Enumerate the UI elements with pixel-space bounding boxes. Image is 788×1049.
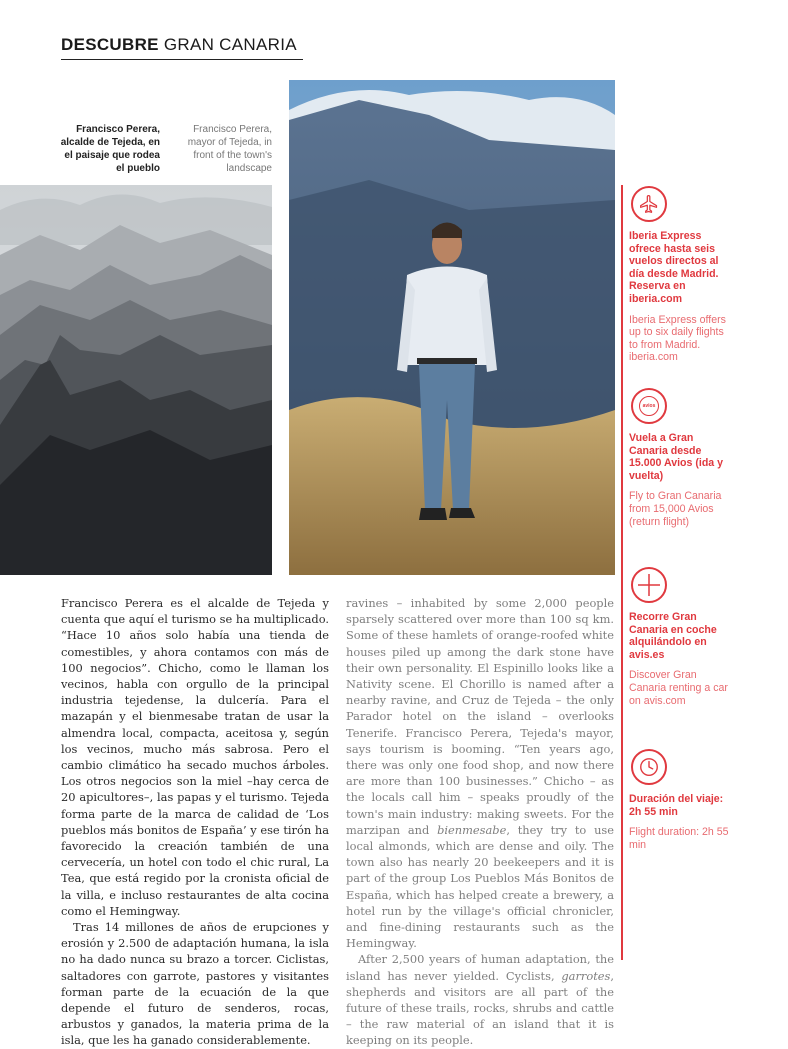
avios-badge: avios <box>639 396 659 416</box>
clock-icon <box>631 749 667 785</box>
paragraph-en-1: ravines – inhabited by some 2,000 people sparsely scattered over more than 100 sq km. Some of these hamlets of orange-roofed white houses piled up among the dark stone have their own personality. El Espinillo looks like a Nativity scene. El Chorillo is named after a nearby ravine, and Cruz de Tejeda – the only Parador hotel on the island – overlooks Tenerife. Francisco Perera, Tejeda's mayor, says tourism is booming. “Ten years ago, there was only one food shop, and now there are more than 100 businesses.” Chicho – as the locals call him – speaks proudly of the town's main industry: making sweets. For the marzipan and bienmesabe, they try to use local almonds, which are dense and oily. The town also has nearly 20 beekeepers and it is part of the group Los Pueblos Más Bonitos de España, which has helped create a brewery, a hotel run by the village's official chronicler, and fine-dining restaurants such as the Hemingway. <box>346 596 614 951</box>
paragraph-es-1: Francisco Perera es el alcalde de Tejeda y cuenta que aquí el turismo se ha multiplicado. “Hace 10 años solo había una tienda de comestibles, y ahora contamos con más de 100 negocios”. Chicho, como le llaman los vecinos, habla con orgullo de la principal industria tejedense, la dulcería. Para el mazapán y el bienmesabe tratan de usar la almendra local, compacta, aceitosa y, según los vecinos, mucho más sabrosa. Pero el cambio climático ha secado muchos árboles. Los otros negocios son la miel –hay cerca de 20 apicultores–, las papas y el turismo. Tejeda forma parte de la marca de calidad de ‘Los pueblos más bonitos de España’ y ese tirón ha favorecido la creación también de una cervecería, un hotel con todo el chic rural, La Tea, que está regido por la cronista oficial de la villa, e incluso restaurantes de alta cocina como el Hemingway. <box>61 596 329 918</box>
sidebar-item-duration <box>629 749 734 851</box>
sidebar-text-es: Recorre Gran Canaria en coche alquilándolo en avis.es <box>629 611 717 661</box>
airplane-icon <box>631 186 667 222</box>
article-body-en <box>346 595 614 1049</box>
photo-caption-en: Francisco Perera, mayor of Tejeda, in front of the town's landscape <box>187 124 272 174</box>
sidebar-text-es: Iberia Express ofrece hasta seis vuelos directos al día desde Madrid. Reserva en iberia.com <box>629 230 719 305</box>
section-title: GRAN CANARIA <box>163 35 297 54</box>
sidebar-text-en: Discover Gran Canaria renting a car on avis.com <box>629 669 728 707</box>
sidebar-item-car <box>629 567 734 707</box>
paragraph-es-2: Tras 14 millones de años de erupciones y erosión y 2.500 de adaptación humana, la isla no ha dado nunca su brazo a torcer. Ciclistas, saltadores con garrote, pastores y visitantes forman parte de la ecuación de la que depende el futuro de senderos, rocas, arbustos y ganados, la materia prima de la isla, que les ha ganado considerablemente. <box>61 920 329 1048</box>
landscape-photo <box>0 185 272 575</box>
sidebar-item-avios <box>629 388 734 528</box>
sidebar-accent-rule <box>621 185 623 960</box>
article-body-es <box>61 595 329 1049</box>
sidebar-item-flights <box>629 186 734 364</box>
avios-icon <box>631 388 667 424</box>
sidebar-text-en: Fly to Gran Canaria from 15,000 Avios (return flight) <box>629 490 722 528</box>
section-label: DESCUBRE <box>61 35 159 54</box>
paragraph-en-2: After 2,500 years of human adaptation, the island has never yielded. Cyclists, garrotes, shepherds and visitors are all part of the future of these trails, rocks, shrubs and cattle – the raw material of an island that it is keeping on its people. <box>346 952 614 1048</box>
compass-icon <box>631 567 667 603</box>
section-header <box>61 35 297 55</box>
photo-caption-es: Francisco Perera, alcalde de Tejeda, en el paisaje que rodea el pueblo <box>60 124 160 174</box>
sidebar-text-en: Iberia Express offers up to six daily flights to from Madrid. iberia.com <box>629 313 726 364</box>
sidebar-text-en: Flight duration: 2h 55 min <box>629 826 729 851</box>
mayor-portrait-photo <box>289 80 615 575</box>
header-rule <box>61 59 303 60</box>
sidebar-text-es: Vuela a Gran Canaria desde 15.000 Avios (ida y vuelta) <box>629 432 724 482</box>
sidebar-text-es: Duración del viaje: 2h 55 min <box>629 793 724 818</box>
